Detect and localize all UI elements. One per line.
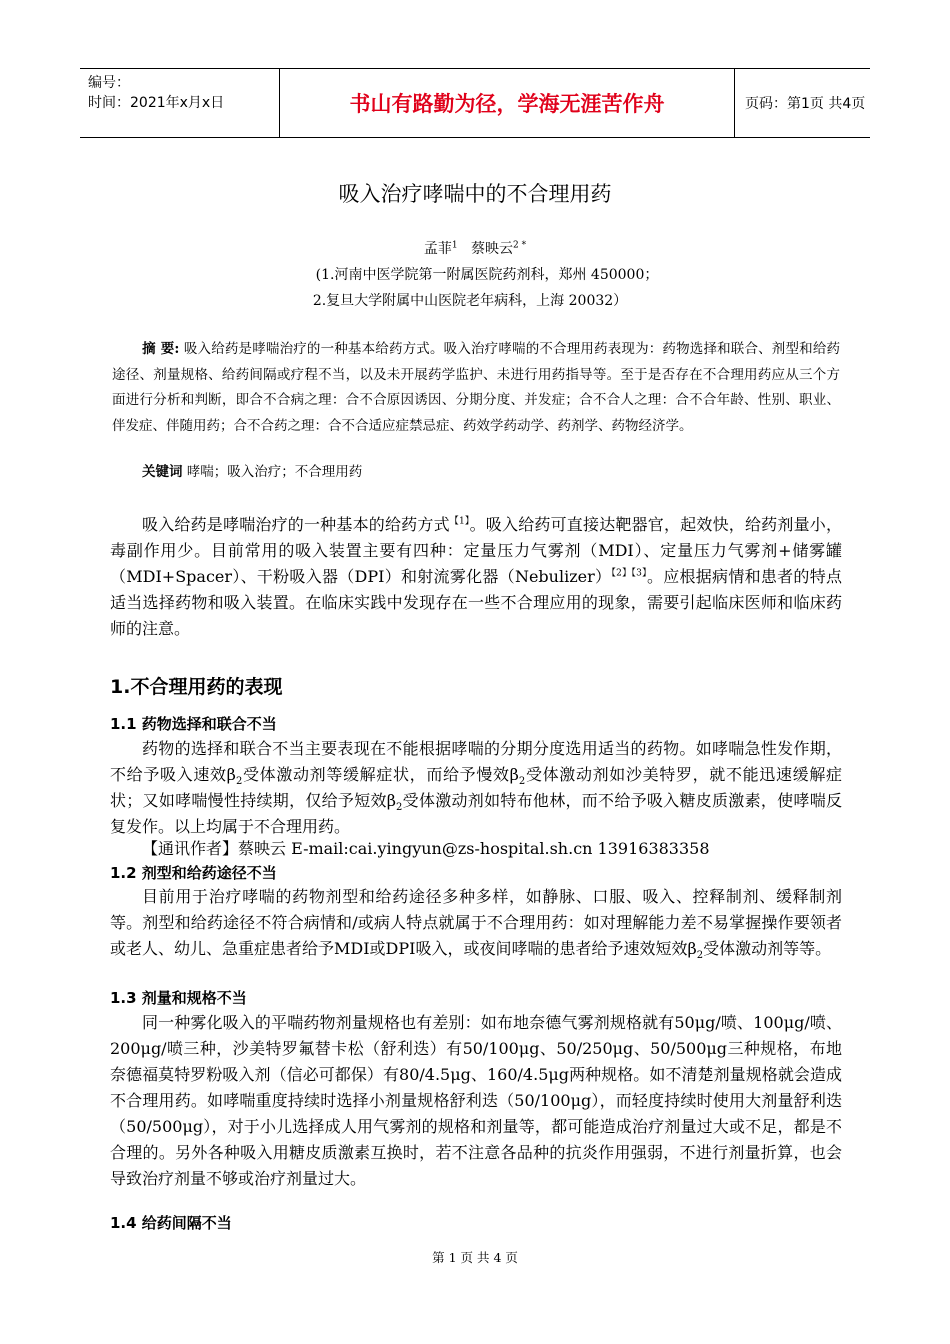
keywords-label: 关键词 xyxy=(142,464,183,480)
section-1-1-heading: 1.1 药物选择和联合不当 xyxy=(110,715,277,733)
intro-text-1: 吸入给药是哮喘治疗的一种基本的给药方式 xyxy=(142,515,450,534)
header-motto: 书山有路勤为径，学海无涯苦作舟 xyxy=(280,69,735,137)
keywords-text: 哮喘；吸入治疗；不合理用药 xyxy=(182,464,363,480)
section-1-2-heading: 1.2 剂型和给药途径不当 xyxy=(110,864,277,882)
header-page-number: 页码：第1页 共4页 xyxy=(745,96,866,112)
article-title: 吸入治疗哮喘中的不合理用药 xyxy=(338,182,612,206)
affiliation-1: (1.河南中医学院第一附属医院药剂科，郑州 450000； xyxy=(315,267,659,283)
page-footer: 第 1 页 共 4 页 xyxy=(432,1250,518,1265)
author-1: 孟菲 xyxy=(423,241,452,257)
affiliation-2: 2.复旦大学附属中山医院老年病科，上海 20032） xyxy=(312,293,628,309)
citation-1: 【1】 xyxy=(449,516,470,527)
section-1-1-paragraph xyxy=(110,736,842,840)
document-number: 编号： xyxy=(88,75,130,91)
citation-2-3: 【2】【3】 xyxy=(611,568,647,579)
s12-text-b: 受体激动剂等等。 xyxy=(703,939,832,958)
abstract-label: 摘 要: xyxy=(142,341,180,357)
author-1-affiliation: 1 xyxy=(451,240,458,251)
section-1-heading: 1.不合理用药的表现 xyxy=(110,676,283,698)
beta-subscript: 2 xyxy=(696,950,704,962)
author-line xyxy=(0,238,950,258)
intro-paragraph xyxy=(110,512,842,642)
keywords xyxy=(142,460,362,480)
section-1-2-paragraph xyxy=(110,884,842,962)
header-table xyxy=(80,68,870,138)
s11-text-d: 受体激动剂如特布他林，而不给予吸入糖皮质激素，使哮喘反复发作。以上均属于不合理用药。 xyxy=(110,791,842,836)
s12-text-a: 目前用于治疗哮喘的药物剂型和给药途径多种多样，如静脉、口服、吸入、控释制剂、缓释制剂等。剂型和给药途径不符合病情和/或病人特点就属于不合理用药：如对理解能力差不易掌握操作要领者或老人、幼儿、急重症患者给予MDI或DPI吸入，或夜间哮喘的患者给予速效短效β xyxy=(110,887,842,958)
abstract xyxy=(112,337,840,439)
header-meta xyxy=(80,69,280,137)
beta-subscript: 2 xyxy=(396,802,403,814)
section-1-3-heading: 1.3 剂量和规格不当 xyxy=(110,989,247,1007)
beta-subscript: 2 xyxy=(235,776,243,788)
s11-text-c: 受体激动剂如沙美特罗，就不能迅速缓解症状；又如哮喘慢性持续期，仅给予短效β xyxy=(110,765,842,810)
s11-text-a: 药物的选择和联合不当主要表现在不能根据哮喘的分期分度选用适当的药物。如哮喘急性发作期，不给予吸入速效β xyxy=(110,739,842,784)
correspondence-note: 【通讯作者】蔡映云 E-mail:cai.yingyun@zs-hospital.sh.cn 13916383358 xyxy=(142,839,710,858)
beta-subscript: 2 xyxy=(518,776,526,788)
intro-text-3: 。应根据病情和患者的特点适当选择药物和吸入装置。在临床实践中发现存在一些不合理应用的现象，需要引起临床医师和临床药师的注意。 xyxy=(110,567,842,638)
author-2: 蔡映云 xyxy=(471,241,513,257)
document-date: 时间：2021年x月x日 xyxy=(88,95,225,111)
intro-text-2: 。吸入给药可直接达靶器官，起效快，给药剂量小，毒副作用少。目前常用的吸入装置主要有四种：定量压力气雾剂（MDI）、定量压力气雾剂+储雾罐（MDI+Spacer）、干粉吸入器（DPI）和射流雾化器（Nebulizer） xyxy=(110,515,842,586)
section-1-4-heading: 1.4 给药间隔不当 xyxy=(110,1214,232,1232)
abstract-text: 吸入给药是哮喘治疗的一种基本给药方式。吸入治疗哮喘的不合理用药表现为：药物选择和联合、剂型和给药途径、剂量规格、给药间隔或疗程不当，以及未开展药学监护、未进行用药指导等。至于是否存在不合理用药应从三个方面进行分析和判断，即合不合病之理：合不合原因诱因、分期分度、并发症；合不合人之理：合不合年龄、性别、职业、伴发症、伴随用药；合不合药之理：合不合适应症禁忌症、药效学药动学、药剂学、药物经济学。 xyxy=(112,341,841,434)
section-1-3-paragraph: 同一种雾化吸入的平喘药物剂量规格也有差别：如布地奈德气雾剂规格就有50μg/喷、100μg/喷、200μg/喷三种，沙美特罗氟替卡松（舒利迭）有50/100μg、50/250μg、50/500μg三种规格，布地奈德福莫特罗粉吸入剂（信必可都保）有80/4.5μg、160/4.5μg两种规格。如不清楚剂量规格就会造成不合理用药。如哮喘重度持续时选择小剂量规格舒利迭（50/100μg），而轻度持续时使用大剂量舒利迭（50/500μg），对于小儿选择成人用气雾剂的规格和剂量等，都可能造成治疗剂量过大或不足，都是不合理的。另外各种吸入用糖皮质激素互换时，若不注意各品种的抗炎作用强弱，不进行剂量折算，也会导致治疗剂量不够或治疗剂量过大。 xyxy=(110,1013,842,1188)
s11-text-b: 受体激动剂等缓解症状，而给予慢效β xyxy=(242,765,519,784)
author-2-affiliation: 2 * xyxy=(513,240,527,251)
